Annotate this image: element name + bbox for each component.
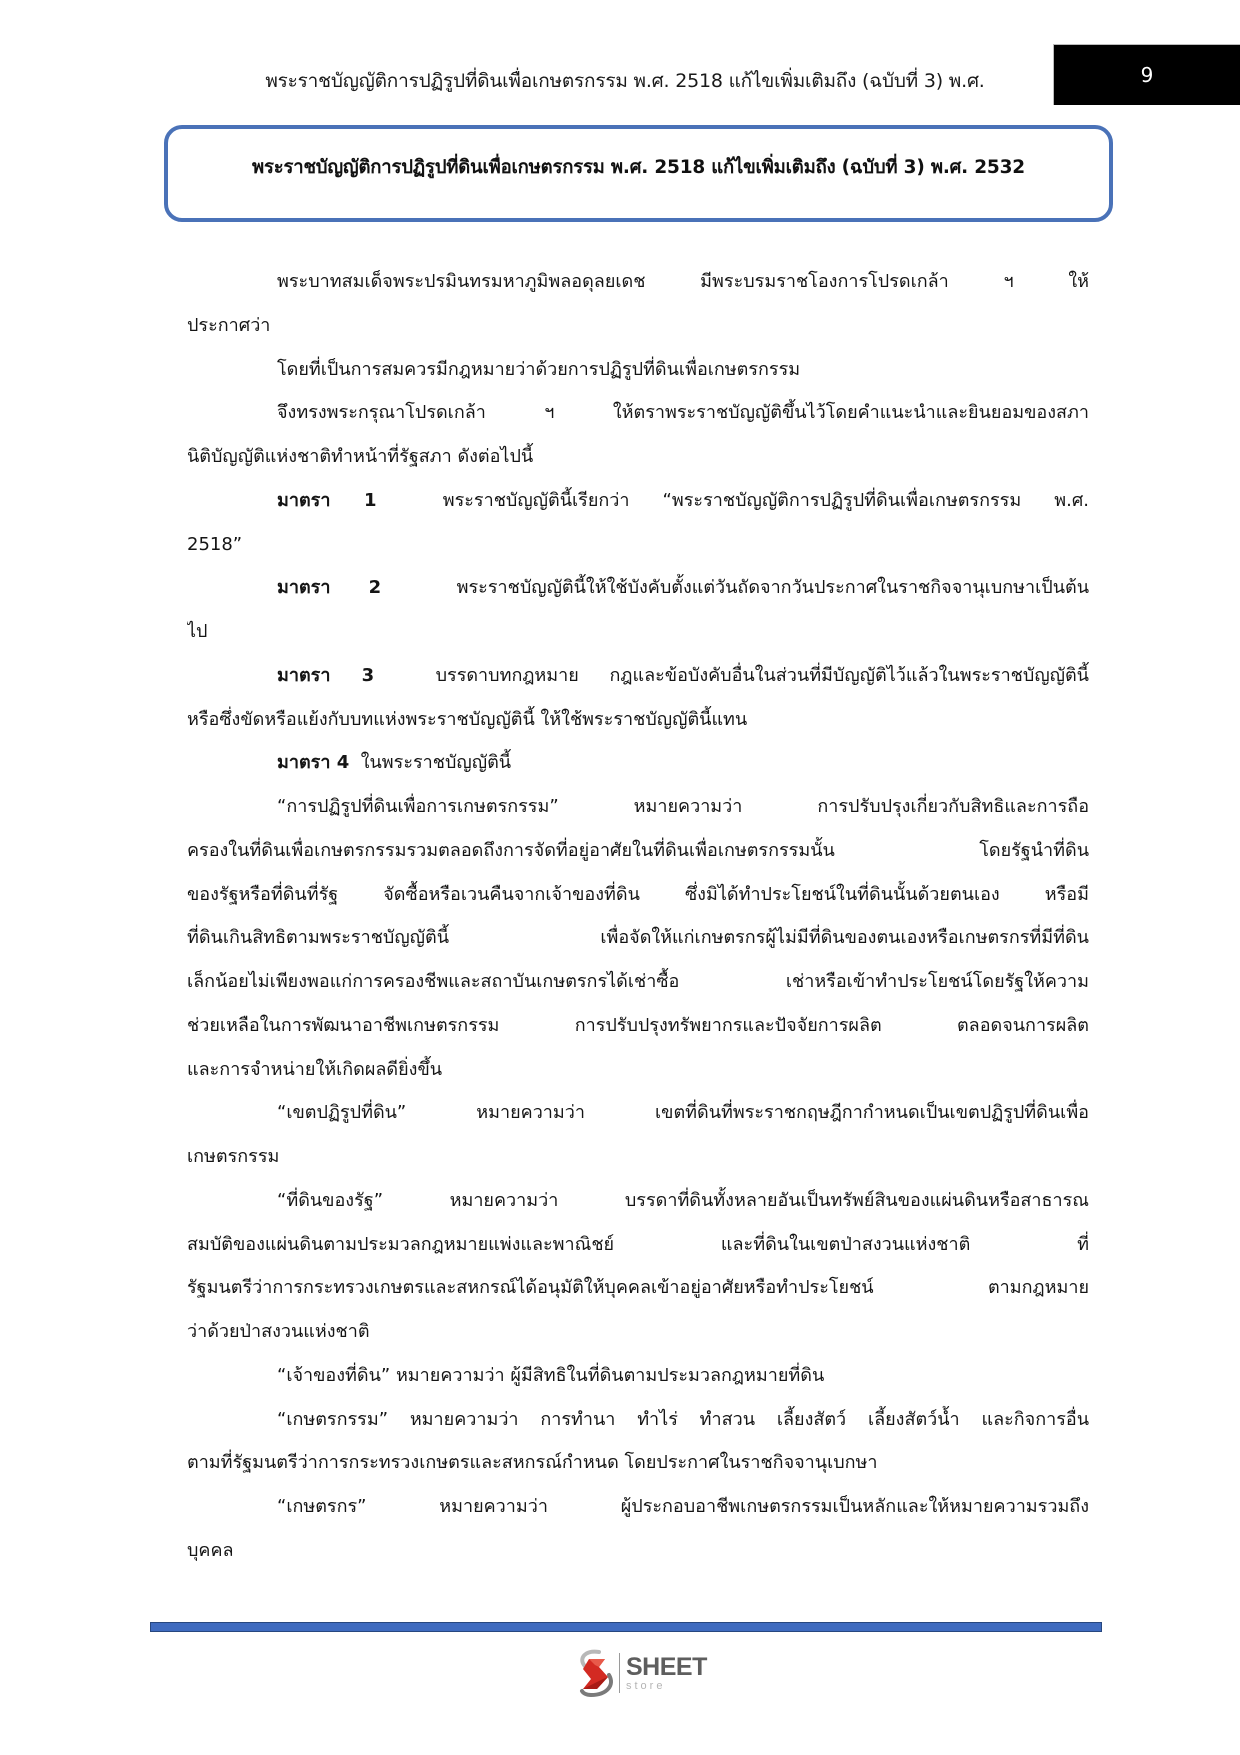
body-line: เกษตรกรรม bbox=[187, 1146, 280, 1167]
body-line: ครองในที่ดินเพื่อเกษตรกรรมรวมตลอดถึงการจัดที่อยู่อาศัยในที่ดินเพื่อเกษตรกรรมนั้น โดยรัฐนำที่ดิน bbox=[187, 839, 1089, 861]
definition-line: “เกษตรกรรม” หมายความว่า การทำนา ทำไร่ ทำสวน เลี้ยงสัตว์ เลี้ยงสัตว์น้ำ และกิจการอื่น bbox=[277, 1408, 1089, 1430]
logo-sub: store bbox=[626, 1679, 666, 1692]
body-line: และการจำหน่ายให้เกิดผลดียิ่งขึ้น bbox=[187, 1058, 443, 1080]
body-line: ว่าด้วยป่าสงวนแห่งชาติ bbox=[187, 1321, 370, 1342]
definition-line: “การปฏิรูปที่ดินเพื่อการเกษตรกรรม” หมายความว่า การปรับปรุงเกี่ยวกับสิทธิและการถือ bbox=[277, 796, 1089, 817]
logo-divider bbox=[619, 1653, 620, 1693]
section-3-line: มาตรา 3 บรรดาบทกฎหมาย กฎและข้อบังคับอื่นในส่วนที่มีบัญญัติไว้แล้วในพระราชบัญญัตินี้ bbox=[277, 664, 1089, 686]
body-line: เล็กน้อยไม่เพียงพอแก่การครองชีพและสถาบันเกษตรกรได้เช่าซื้อ เช่าหรือเข้าทำประโยชน์โดยรัฐให้ความ bbox=[187, 971, 1089, 992]
body-line: ไป bbox=[187, 621, 208, 642]
sheet-store-s-logo-icon bbox=[575, 1649, 615, 1697]
body-line: ประกาศว่า bbox=[187, 314, 271, 336]
body-line: ตามที่รัฐมนตรีว่าการกระทรวงเกษตรและสหกรณ์กำหนด โดยประกาศในราชกิจจานุเบกษา bbox=[187, 1452, 878, 1474]
logo-brand: SHEET bbox=[626, 1652, 707, 1681]
footer-rule bbox=[150, 1622, 1102, 1632]
logo-wordmark bbox=[626, 1652, 707, 1692]
body-line: นิติบัญญัติแห่งชาติทำหน้าที่รัฐสภา ดังต่อไปนี้ bbox=[187, 446, 534, 467]
section-1-line: มาตรา 1 พระราชบัญญัตินี้เรียกว่า “พระราชบัญญัติการปฏิรูปที่ดินเพื่อเกษตรกรรม พ.ศ. bbox=[277, 489, 1089, 511]
page-number: 9 bbox=[1140, 63, 1154, 87]
sheet-store-logo bbox=[575, 1648, 745, 1698]
section-label-4: มาตรา 4 bbox=[277, 752, 350, 774]
section-label-2: มาตรา 2 bbox=[277, 577, 382, 599]
body-line: 2518” bbox=[187, 533, 243, 555]
act-title: พระราชบัญญัติการปฏิรูปที่ดินเพื่อเกษตรกรรม พ.ศ. 2518 แก้ไขเพิ่มเติมถึง (ฉบับที่ 3) พ.ศ. 2532 bbox=[252, 157, 1025, 178]
definition-line: “เจ้าของที่ดิน” หมายความว่า ผู้มีสิทธิในที่ดินตามประมวลกฎหมายที่ดิน bbox=[277, 1364, 825, 1386]
body-line: จึงทรงพระกรุณาโปรดเกล้า ฯ ให้ตราพระราชบัญญัติขึ้นไว้โดยคำแนะนำและยินยอมของสภา bbox=[277, 402, 1089, 424]
definition-line: “ที่ดินของรัฐ” หมายความว่า บรรดาที่ดินทั้งหลายอันเป็นทรัพย์สินของแผ่นดินหรือสาธารณ bbox=[277, 1189, 1089, 1211]
body-line: ของรัฐหรือที่ดินที่รัฐ จัดซื้อหรือเวนคืนจากเจ้าของที่ดิน ซึ่งมิได้ทำประโยชน์ในที่ดินนั้นด้วยตนเอง หรือมี bbox=[187, 883, 1089, 905]
page-number-box bbox=[1053, 44, 1240, 105]
section-4-line: มาตรา 4 ในพระราชบัญญัตินี้ bbox=[277, 752, 512, 774]
body-line: สมบัติของแผ่นดินตามประมวลกฎหมายแพ่งและพาณิชย์ และที่ดินในเขตป่าสงวนแห่งชาติ ที่ bbox=[187, 1233, 1089, 1255]
act-title-box bbox=[164, 125, 1113, 222]
definition-line: “เกษตรกร” หมายความว่า ผู้ประกอบอาชีพเกษตรกรรมเป็นหลักและให้หมายความรวมถึง bbox=[277, 1496, 1089, 1517]
body-line: บุคคล bbox=[187, 1539, 234, 1561]
running-header-title: พระราชบัญญัติการปฏิรูปที่ดินเพื่อเกษตรกรรม พ.ศ. 2518 แก้ไขเพิ่มเติมถึง (ฉบับที่ 3) พ.ศ. bbox=[265, 70, 985, 92]
definition-line: “เขตปฏิรูปที่ดิน” หมายความว่า เขตที่ดินที่พระราชกฤษฎีกากำหนดเป็นเขตปฏิรูปที่ดินเพื่อ bbox=[277, 1102, 1089, 1124]
body-line: โดยที่เป็นการสมควรมีกฎหมายว่าด้วยการปฏิรูปที่ดินเพื่อเกษตรกรรม bbox=[277, 358, 801, 380]
body-line: หรือซึ่งขัดหรือแย้งกับบทแห่งพระราชบัญญัตินี้ ให้ใช้พระราชบัญญัตินี้แทน bbox=[187, 708, 748, 730]
body-line: ช่วยเหลือในการพัฒนาอาชีพเกษตรกรรม การปรับปรุงทรัพยากรและปัจจัยการผลิต ตลอดจนการผลิต bbox=[187, 1014, 1089, 1036]
section-2-line: มาตรา 2 พระราชบัญญัตินี้ให้ใช้บังคับตั้งแต่วันถัดจากวันประกาศในราชกิจจานุเบกษาเป็นต้น bbox=[277, 577, 1089, 599]
body-line: ที่ดินเกินสิทธิตามพระราชบัญญัตินี้ เพื่อจัดให้แก่เกษตรกรผู้ไม่มีที่ดินของตนเองหรือเกษตรกรที่มีที่ดิน bbox=[187, 927, 1089, 949]
document-body bbox=[187, 260, 1089, 1573]
body-line: พระบาทสมเด็จพระปรมินทรมหาภูมิพลอดุลยเดช มีพระบรมราชโองการโปรดเกล้า ฯ ให้ bbox=[277, 271, 1089, 292]
section-label-3: มาตรา 3 bbox=[277, 664, 375, 686]
body-line: รัฐมนตรีว่าการกระทรวงเกษตรและสหกรณ์ได้อนุมัติให้บุคคลเข้าอยู่อาศัยหรือทำประโยชน์ ตามกฎหมาย bbox=[187, 1277, 1089, 1299]
section-label-1: มาตรา 1 bbox=[277, 489, 377, 511]
